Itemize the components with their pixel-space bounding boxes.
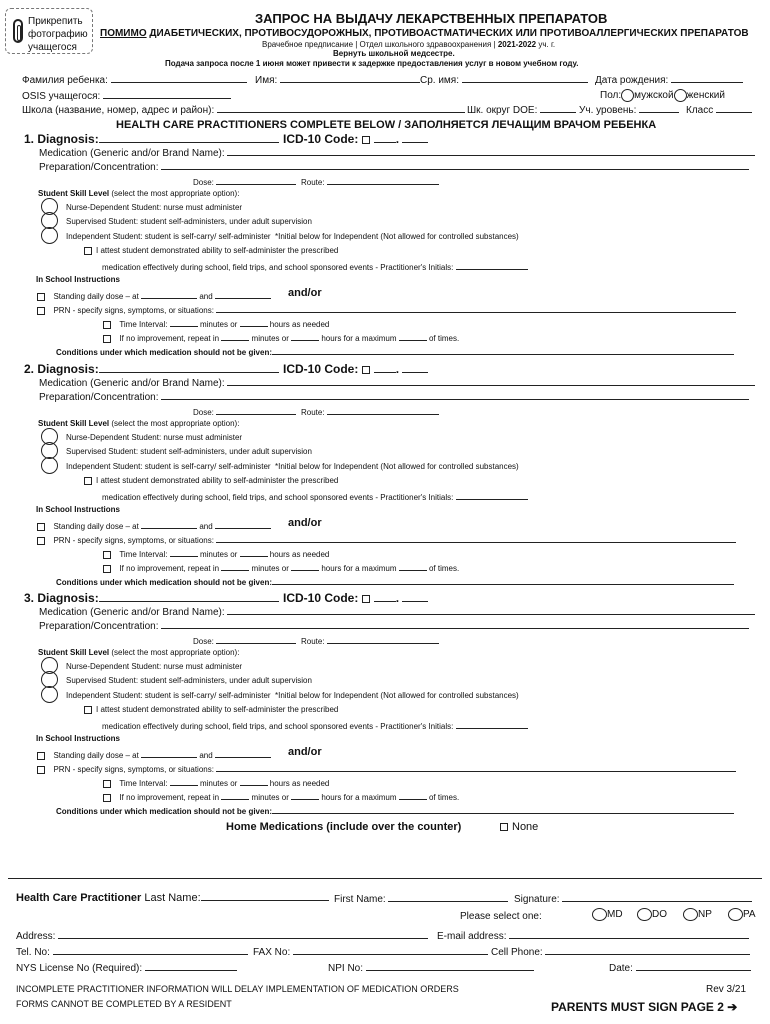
diagnosis-1-attest-checkbox[interactable] (84, 247, 92, 255)
sex-male-radio[interactable] (621, 89, 634, 102)
level-field[interactable]: Уч. уровень: (579, 104, 679, 116)
diagnosis-1-nurse-dependent-label: Nurse-Dependent Student: nurse must administer (66, 203, 243, 212)
diagnosis-2-icd-field[interactable]: ICD-10 Code: . (283, 362, 428, 376)
diagnosis-2-practitioner-initials-field[interactable]: medication effectively during school, field trips, and school sponsored events - Practitioner's Initials: (102, 491, 528, 502)
credential-pa-option[interactable]: PA (728, 908, 756, 921)
diagnosis-2-preparation-field[interactable]: Preparation/Concentration: (39, 391, 749, 403)
hcp-date-field[interactable]: Date: (609, 962, 751, 974)
diagnosis-2-skill-level-label: Student Skill Level (select the most appropriate option): (38, 419, 240, 428)
diagnosis-1-and-or-label: and/or (288, 287, 322, 299)
diagnosis-1-preparation-field[interactable]: Preparation/Concentration: (39, 161, 749, 173)
diagnosis-3-conditions-field[interactable]: Conditions under which medication should not be given: (56, 805, 734, 816)
diagnosis-3-icd-field[interactable]: ICD-10 Code: . (283, 591, 428, 605)
diagnosis-3-independent-label: Independent Student: student is self-carry/ self-administer *Initial below for Independent (Not allowed for controlled substances) (66, 691, 519, 700)
none-checkbox[interactable] (500, 823, 508, 831)
diagnosis-2-nurse-dependent-label: Nurse-Dependent Student: nurse must administer (66, 433, 243, 442)
diagnosis-3-practitioner-initials-field[interactable]: medication effectively during school, field trips, and school sponsored events - Practitioner's Initials: (102, 720, 528, 731)
np-radio[interactable] (683, 908, 698, 921)
diagnosis-1-prn-checkbox[interactable] (37, 307, 45, 315)
diagnosis-3-field[interactable]: 3. Diagnosis: (24, 591, 279, 605)
student-dob-field[interactable]: Дата рождения: (595, 74, 743, 86)
photo-attachment-box (5, 8, 93, 54)
diagnosis-2-repeat-option[interactable]: If no improvement, repeat in minutes or hours for a maximum of times. (103, 562, 459, 573)
hcp-email-field[interactable]: E-mail address: (437, 930, 749, 942)
diagnosis-1-field[interactable]: 1. Diagnosis: (24, 132, 279, 146)
diagnosis-3-standing-checkbox[interactable] (37, 752, 45, 760)
diagnosis-1-medication-field[interactable]: Medication (Generic and/or Brand Name): (39, 147, 755, 159)
hcp-license-field[interactable]: NYS License No (Required): (16, 962, 237, 974)
diagnosis-2-and-or-label: and/or (288, 517, 322, 529)
form-subtitle: ПОМИМО ДИАБЕТИЧЕСКИХ, ПРОТИВОСУДОРОЖНЫХ, ПРОТИВОАСТМАТИЧЕСКИХ ИЛИ ПРОТИВОАЛЛЕРГИЧЕСКИХ ПРЕПАРАТОВ (100, 28, 749, 39)
diagnosis-3-standing-dose-option[interactable]: Standing daily dose – at and (37, 749, 271, 760)
credential-do-option[interactable]: DO (637, 908, 667, 921)
diagnosis-3-repeat-option[interactable]: If no improvement, repeat in minutes or hours for a maximum of times. (103, 791, 459, 802)
md-radio[interactable] (592, 908, 607, 921)
diagnosis-1-repeat-checkbox[interactable] (103, 335, 111, 343)
credential-np-option[interactable]: NP (683, 908, 712, 921)
diagnosis-2-independent-label: Independent Student: student is self-carry/ self-administer *Initial below for Independent (Not allowed for controlled substances) (66, 462, 519, 471)
home-medications-label: Home Medications (include over the counter) (226, 821, 462, 833)
diagnosis-3-route-field[interactable]: Route: (301, 635, 439, 646)
diagnosis-1-independent-radio[interactable] (41, 227, 58, 244)
hcp-fax-field[interactable]: FAX No: (253, 946, 488, 958)
diagnosis-1-practitioner-initials-field[interactable]: medication effectively during school, field trips, and school sponsored events - Practitioner's Initials: (102, 261, 528, 272)
diagnosis-3-attest-option[interactable]: I attest student demonstrated ability to self-administer the prescribed (84, 705, 338, 714)
parents-sign-notice: PARENTS MUST SIGN PAGE 2 ➔ (551, 1000, 738, 1014)
diagnosis-3-medication-field[interactable]: Medication (Generic and/or Brand Name): (39, 606, 755, 618)
incomplete-warning: INCOMPLETE PRACTITIONER INFORMATION WILL DELAY IMPLEMENTATION OF MEDICATION ORDERS (16, 984, 459, 994)
diagnosis-1-skill-level-label: Student Skill Level (select the most appropriate option): (38, 189, 240, 198)
deadline-notice: Подача запроса после 1 июня может привести к задержке предоставления услуг в новом учебном году. (165, 59, 579, 68)
diagnosis-2-dose-field[interactable]: Dose: (193, 406, 296, 417)
diagnosis-2-medication-field[interactable]: Medication (Generic and/or Brand Name): (39, 377, 755, 389)
diagnosis-2-time-interval-option[interactable]: Time Interval: minutes or hours as needed (103, 548, 329, 559)
diagnosis-1-icd-checkbox[interactable] (362, 136, 370, 144)
student-patronymic-field[interactable]: Ср. имя: (420, 74, 588, 86)
hcp-first-name-field[interactable]: First Name: (334, 893, 508, 905)
credential-md-option[interactable]: MD (592, 908, 623, 921)
diagnosis-1-route-field[interactable]: Route: (301, 176, 439, 187)
diagnosis-2-independent-radio[interactable] (41, 457, 58, 474)
form-dept-line: Врачебное предписание | Отдел школьного здравоохранения | 2021-2022 уч. г. (262, 40, 556, 49)
divider (8, 878, 762, 879)
diagnosis-2-standing-dose-option[interactable]: Standing daily dose – at and (37, 520, 271, 531)
diagnosis-2-field[interactable]: 2. Diagnosis: (24, 362, 279, 376)
diagnosis-3-attest-checkbox[interactable] (84, 706, 92, 714)
diagnosis-1-supervised-label: Supervised Student: student self-administers, under adult supervision (66, 217, 312, 226)
sex-selector: Пол: мужской женский (600, 90, 725, 102)
diagnosis-2-conditions-field[interactable]: Conditions under which medication should not be given: (56, 576, 734, 587)
diagnosis-3-nurse-dependent-label: Nurse-Dependent Student: nurse must administer (66, 662, 243, 671)
student-first-name-field[interactable]: Имя: (255, 74, 420, 86)
return-to-nurse: Вернуть школьной медсестре. (333, 49, 455, 58)
diagnosis-3-supervised-label: Supervised Student: student self-administers, under adult supervision (66, 676, 312, 685)
photo-label: Прикрепить фотографию учащегося (28, 16, 88, 53)
diagnosis-2-interval-checkbox[interactable] (103, 551, 111, 559)
diagnosis-2-standing-checkbox[interactable] (37, 523, 45, 531)
student-last-name-field[interactable]: Фамилия ребенка: (22, 74, 247, 86)
diagnosis-2-in-school-label: In School Instructions (36, 505, 121, 514)
diagnosis-1-independent-label: Independent Student: student is self-carry/ self-administer *Initial below for Independent (Not allowed for controlled substances) (66, 232, 519, 241)
diagnosis-3-independent-radio[interactable] (41, 686, 58, 703)
diagnosis-3-time-interval-option[interactable]: Time Interval: minutes or hours as needed (103, 777, 329, 788)
resident-warning: FORMS CANNOT BE COMPLETED BY A RESIDENT (16, 999, 232, 1009)
hcp-address-field[interactable]: Address: (16, 930, 428, 942)
diagnosis-3-interval-checkbox[interactable] (103, 780, 111, 788)
diagnosis-3-preparation-field[interactable]: Preparation/Concentration: (39, 620, 749, 632)
diagnosis-2-attest-option[interactable]: I attest student demonstrated ability to self-administer the prescribed (84, 476, 338, 485)
hcp-cell-field[interactable]: Cell Phone: (491, 946, 750, 958)
paperclip-icon (13, 19, 23, 43)
diagnosis-1-in-school-label: In School Instructions (36, 275, 121, 284)
diagnosis-1-standing-checkbox[interactable] (37, 293, 45, 301)
diagnosis-2-attest-checkbox[interactable] (84, 477, 92, 485)
grade-field[interactable]: Класс (686, 104, 752, 116)
hcp-signature-field[interactable]: Signature: (514, 893, 752, 905)
hcp-last-name-field[interactable]: Health Care Practitioner Last Name: (16, 892, 329, 904)
hcp-banner: HEALTH CARE PRACTITIONERS COMPLETE BELOW / ЗАПОЛНЯЕТСЯ ЛЕЧАЩИМ ВРАЧОМ РЕБЕНКА (116, 119, 657, 131)
diagnosis-1-repeat-option[interactable]: If no improvement, repeat in minutes or hours for a maximum of times. (103, 332, 459, 343)
diagnosis-3-in-school-label: In School Instructions (36, 734, 121, 743)
diagnosis-1-conditions-field[interactable]: Conditions under which medication should not be given: (56, 346, 734, 357)
revision-label: Rev 3/21 (706, 984, 747, 995)
diagnosis-3-prn-option[interactable]: PRN - specify signs, symptoms, or situations: (37, 763, 736, 774)
diagnosis-1-standing-dose-option[interactable]: Standing daily dose – at and (37, 290, 271, 301)
diagnosis-3-prn-checkbox[interactable] (37, 766, 45, 774)
hcp-npi-field[interactable]: NPI No: (328, 962, 534, 974)
district-field[interactable]: Шк. округ DOE: (467, 104, 576, 116)
diagnosis-3-skill-level-label: Student Skill Level (select the most appropriate option): (38, 648, 240, 657)
osis-field[interactable]: OSIS учащегося: (22, 90, 231, 102)
hcp-tel-field[interactable]: Tel. No: (16, 946, 248, 958)
diagnosis-1-attest-option[interactable]: I attest student demonstrated ability to self-administer the prescribed (84, 246, 338, 255)
diagnosis-2-supervised-label: Supervised Student: student self-administers, under adult supervision (66, 447, 312, 456)
diagnosis-3-icd-checkbox[interactable] (362, 595, 370, 603)
school-field[interactable]: Школа (название, номер, адрес и район): (22, 104, 465, 116)
diagnosis-2-icd-checkbox[interactable] (362, 366, 370, 374)
diagnosis-2-prn-option[interactable]: PRN - specify signs, symptoms, or situations: (37, 534, 736, 545)
diagnosis-2-repeat-checkbox[interactable] (103, 565, 111, 573)
diagnosis-2-prn-checkbox[interactable] (37, 537, 45, 545)
diagnosis-3-and-or-label: and/or (288, 746, 322, 758)
pa-radio[interactable] (728, 908, 743, 921)
diagnosis-3-dose-field[interactable]: Dose: (193, 635, 296, 646)
diagnosis-1-dose-field[interactable]: Dose: (193, 176, 296, 187)
home-meds-none-option[interactable]: None (500, 821, 538, 833)
diagnosis-2-route-field[interactable]: Route: (301, 406, 439, 417)
diagnosis-1-prn-option[interactable]: PRN - specify signs, symptoms, or situations: (37, 304, 736, 315)
diagnosis-1-icd-field[interactable]: ICD-10 Code: . (283, 132, 428, 146)
diagnosis-1-time-interval-option[interactable]: Time Interval: minutes or hours as needed (103, 318, 329, 329)
diagnosis-3-repeat-checkbox[interactable] (103, 794, 111, 802)
form-title: ЗАПРОС НА ВЫДАЧУ ЛЕКАРСТВЕННЫХ ПРЕПАРАТОВ (255, 11, 608, 26)
do-radio[interactable] (637, 908, 652, 921)
please-select-label: Please select one: (460, 911, 542, 922)
diagnosis-1-interval-checkbox[interactable] (103, 321, 111, 329)
sex-female-radio[interactable] (674, 89, 687, 102)
